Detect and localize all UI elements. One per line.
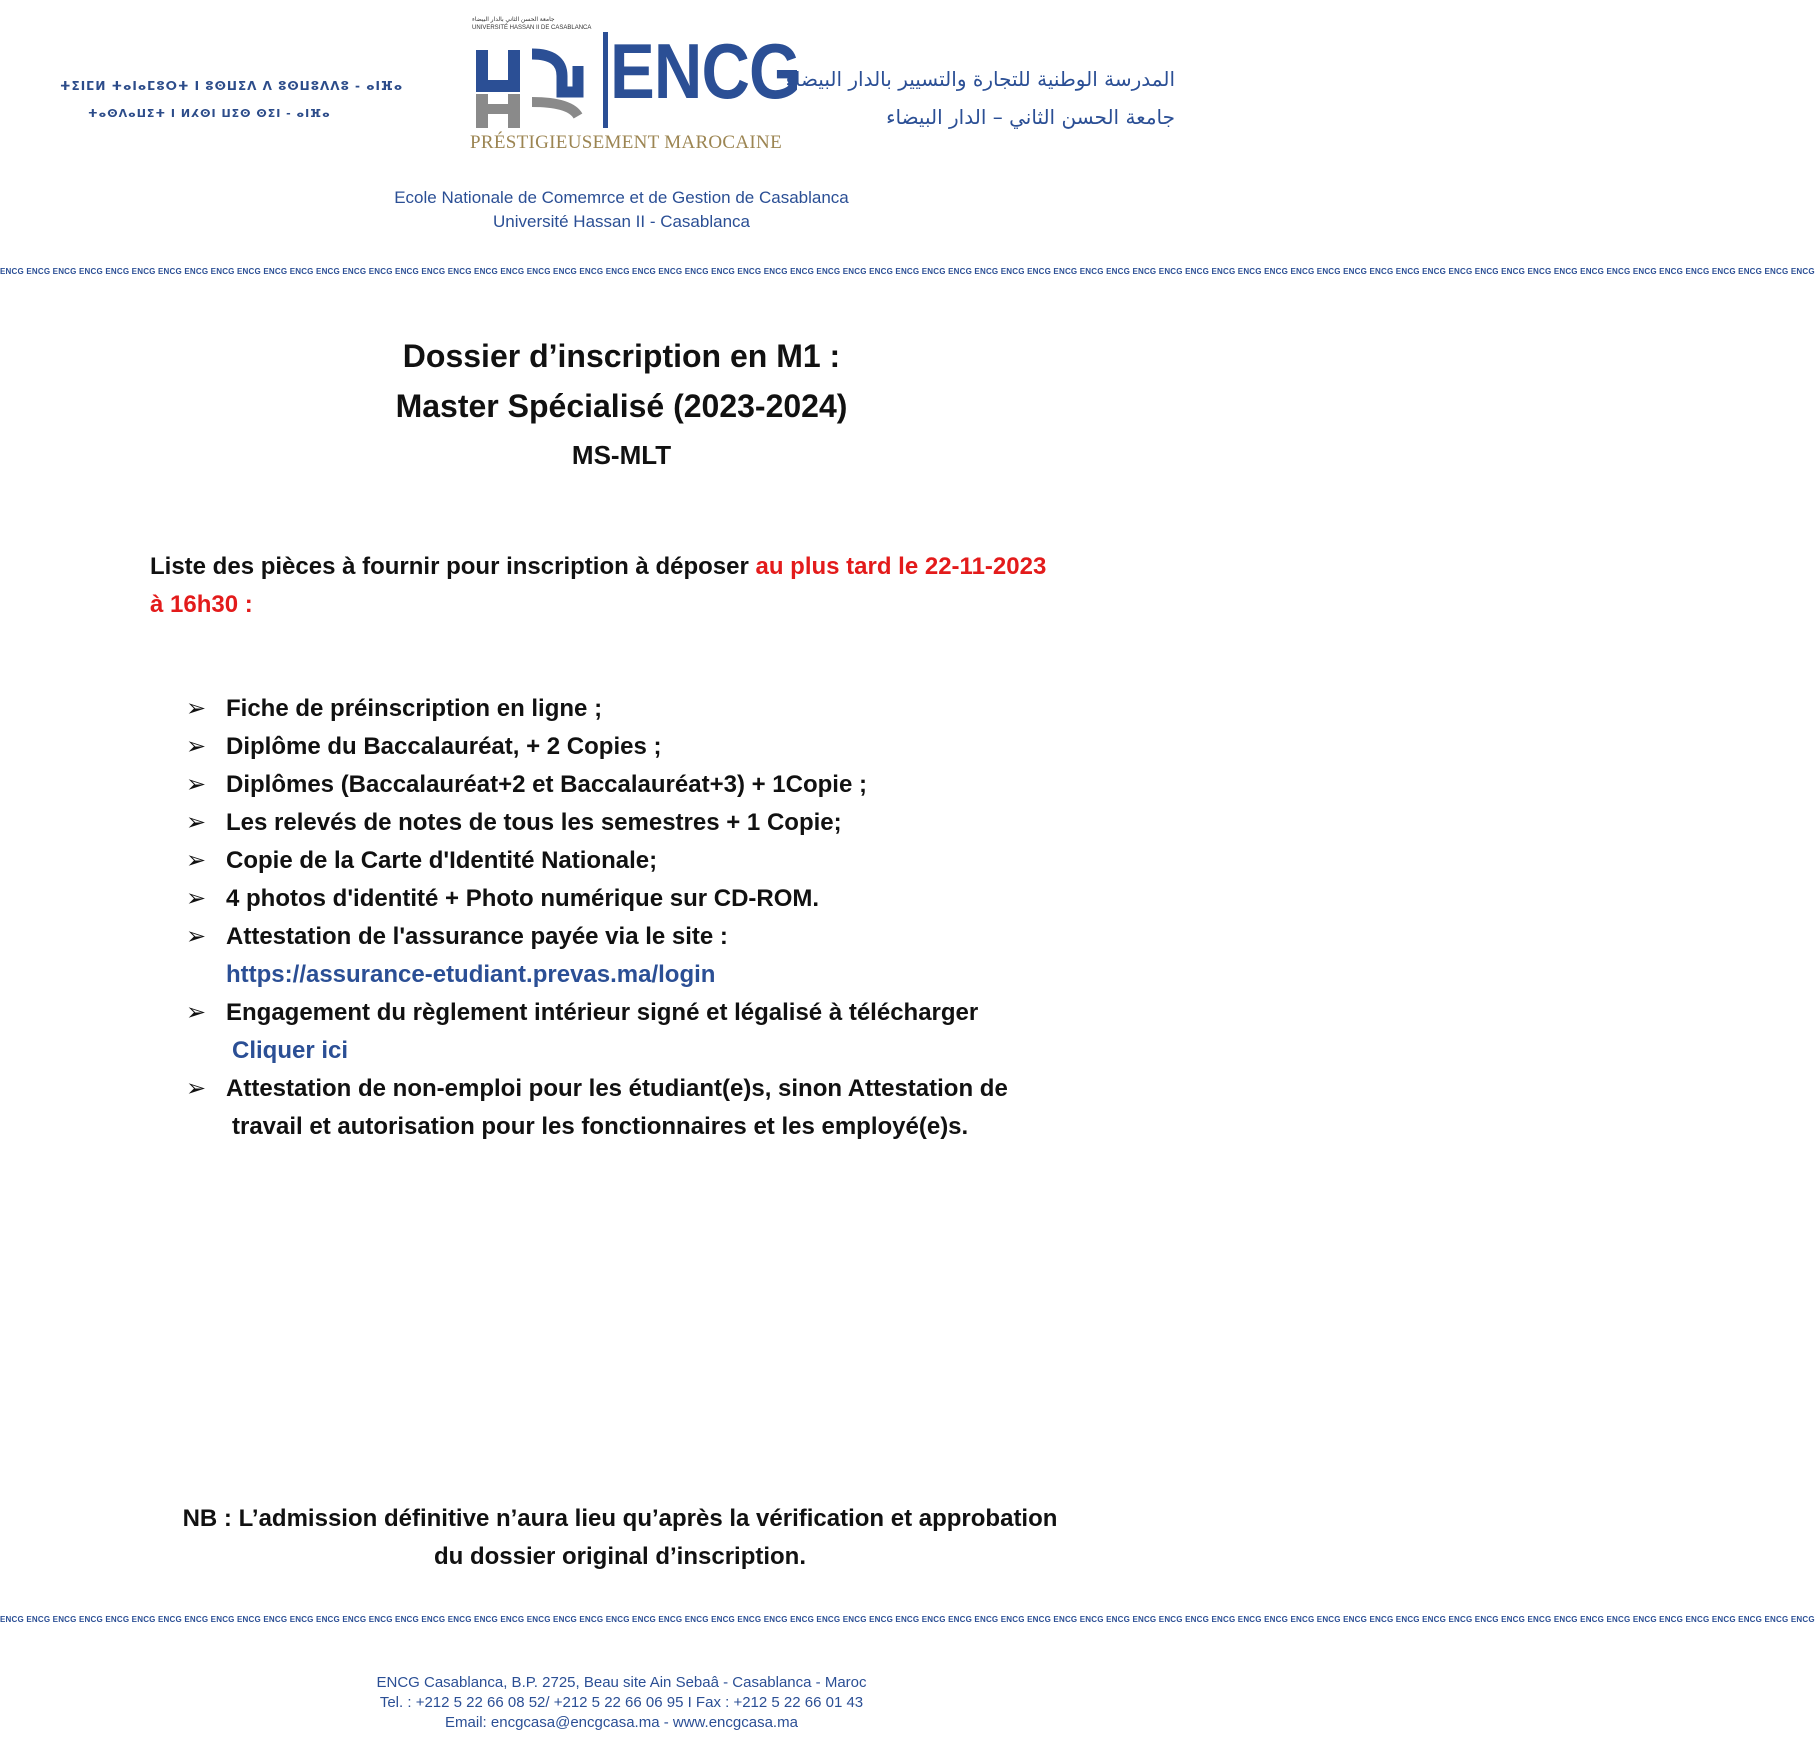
list-item [186,880,1086,918]
list-item-text: Attestation de l'assurance payée via le site : [226,923,728,950]
requirements-list [186,690,1086,1146]
list-item [186,766,1086,804]
tifinagh-header [60,72,403,128]
university-emblem-icon [470,46,600,132]
logo-wordmark: ENCG [610,27,801,115]
arrow-bullet-icon: ➢ [186,847,207,874]
arrow-bullet-icon: ➢ [186,733,207,760]
list-item [186,728,1086,766]
footer [0,1673,1243,1733]
arrow-bullet-icon: ➢ [186,885,207,912]
footer-address: ENCG Casablanca, B.P. 2725, Beau site Ain Sebaâ - Casablanca - Maroc [376,1674,867,1691]
list-item-continuation: travail et autorisation pour les fonctionnaires et les employé(e)s. [232,1113,969,1140]
encg-logo [470,14,801,164]
list-item-text: Engagement du règlement intérieur signé et légalisé à télécharger [226,999,979,1026]
list-item-text: 4 photos d'identité + Photo numérique sur CD-ROM. [226,885,820,912]
list-item [186,1070,1086,1146]
top-encg-band: ENCG ENCG ENCG ENCG ENCG ENCG ENCG ENCG ENCG ENCG ENCG ENCG ENCG ENCG ENCG ENCG ENCG ENCG ENCG ENCG ENCG ENCG ENCG ENCG ENCG ENCG ENCG ENCG ENCG ENCG ENCG ENCG ENCG ENCG ENCG ENCG ENCG ENCG ENCG ENCG ENCG ENCG ENCG ENCG ENCG ENCG ENCG ENCG ENCG ENCG ENCG ENCG ENCG ENCG ENCG ENCG ENCG ENCG ENCG ENCG ENCG ENCG ENCG ENCG ENCG ENCG ENCG ENCG ENCG [0,267,1815,276]
footer-contact[interactable]: Email: encgcasa@encgcasa.ma - www.encgcasa.ma [445,1714,798,1731]
download-rules-link[interactable]: Cliquer ici [232,1037,349,1064]
list-item [186,842,1086,880]
insurance-link[interactable]: https://assurance-etudiant.prevas.ma/login [226,961,716,988]
nb-line-1: NB : L’admission définitive n’aura lieu qu’après la vérification et approbation [182,1505,1058,1532]
list-item-text: Copie de la Carte d'Identité Nationale; [226,847,658,874]
tifinagh-line-2: ⵜⴰⵙⴷⴰⵡⵉⵜ ⵏ ⵍⵃⵙⵏ ⵡⵉⵙ ⵙⵉⵏ - ⴰⵏⴼⴰ [88,107,331,120]
logo-university-mini-text: جامعة الحسن الثاني بالدار البيضاء UNIVERSITÉ HASSAN II DE CASABLANCA [472,17,592,31]
nb-note [140,1500,1100,1576]
document-title: Dossier d’inscription en M1 : [402,338,841,374]
deadline-text: au plus tard le 22-11-2023 à 16h30 : [150,553,1047,618]
arrow-bullet-icon: ➢ [186,771,207,798]
intro-text: Liste des pièces à fournir pour inscription à déposer [150,553,756,580]
list-item [186,994,1086,1070]
bottom-encg-band: ENCG ENCG ENCG ENCG ENCG ENCG ENCG ENCG ENCG ENCG ENCG ENCG ENCG ENCG ENCG ENCG ENCG ENCG ENCG ENCG ENCG ENCG ENCG ENCG ENCG ENCG ENCG ENCG ENCG ENCG ENCG ENCG ENCG ENCG ENCG ENCG ENCG ENCG ENCG ENCG ENCG ENCG ENCG ENCG ENCG ENCG ENCG ENCG ENCG ENCG ENCG ENCG ENCG ENCG ENCG ENCG ENCG ENCG ENCG ENCG ENCG ENCG ENCG ENCG ENCG ENCG ENCG ENCG ENCG [0,1615,1815,1624]
list-item-text: Fiche de préinscription en ligne ; [226,695,603,722]
school-line-1: Ecole Nationale de Comemrce et de Gestion de Casablanca [394,188,849,207]
tifinagh-line-1: ⵜⵉⵏⵎⵍ ⵜⴰⵏⴰⵎⵓⵔⵜ ⵏ ⵓⵙⵡⵉⴷ ⴷ ⵓⵙⵡⵓⴷⴷⵓ - ⴰⵏⴼⴰ [60,79,404,93]
list-item-text: Diplômes (Baccalauréat+2 et Baccalauréat+3) + 1Copie ; [226,771,867,798]
list-item-text: Les relevés de notes de tous les semestres + 1 Copie; [226,809,842,836]
arrow-bullet-icon: ➢ [186,695,207,722]
list-item-text: Attestation de non-emploi pour les étudiant(e)s, sinon Attestation de [226,1075,1008,1102]
school-line-2: Université Hassan II - Casablanca [492,212,750,231]
logo-tagline: PRÉSTIGIEUSEMENT MAROCAINE [470,132,782,153]
arabic-header [785,60,1175,136]
nb-line-2: du dossier original d’inscription. [433,1543,807,1570]
arrow-bullet-icon: ➢ [186,923,207,950]
intro-paragraph [150,548,1050,624]
list-item-text: Diplôme du Baccalauréat, + 2 Copies ; [226,733,662,760]
list-item [186,804,1086,842]
school-name [0,186,1243,234]
list-item [186,918,1086,994]
logo-divider [603,32,608,128]
arrow-bullet-icon: ➢ [186,809,207,836]
arrow-bullet-icon: ➢ [186,999,207,1026]
arabic-line-2: جامعة الحسن الثاني – الدار البيضاء [886,105,1175,129]
arrow-bullet-icon: ➢ [186,1075,207,1102]
document-subtitle: Master Spécialisé (2023-2024) [395,388,848,424]
arabic-line-1: المدرسة الوطنية للتجارة والتسيير بالدار البيضاء [785,67,1175,91]
list-item [186,690,1086,728]
program-code: MS-MLT [571,440,672,470]
footer-phone: Tel. : +212 5 22 66 08 52/ +212 5 22 66 06 95 I Fax : +212 5 22 66 01 43 [379,1694,864,1711]
